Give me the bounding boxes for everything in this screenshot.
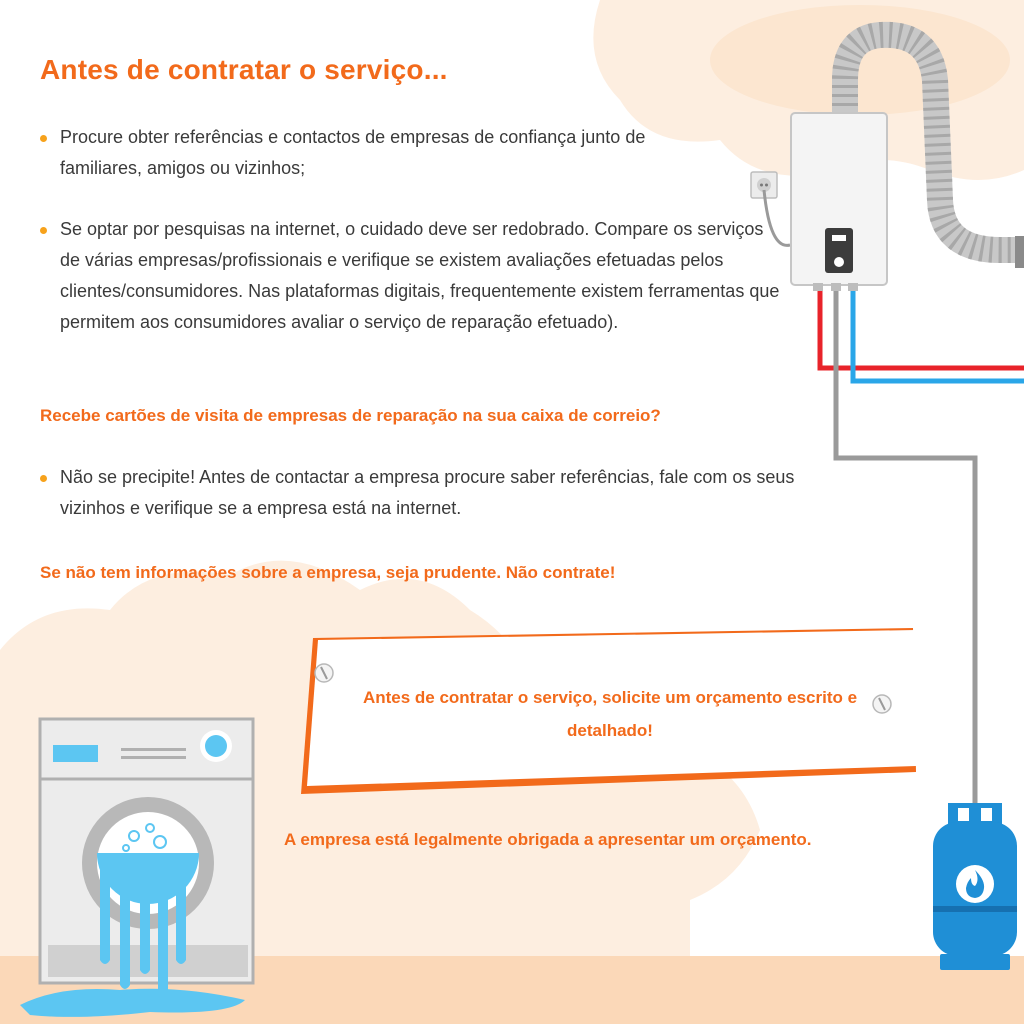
bullet-text: Não se precipite! Antes de contactar a empresa procure saber referências, fale com os seus vizinhos e verifique se a empresa está na internet. — [60, 467, 795, 518]
water-heater-icon — [791, 113, 887, 291]
bullet-text: Se optar por pesquisas na internet, o cuidado deve ser redobrado. Compare os serviços de várias empresas/profissionais e verifique se existem avaliações efetuadas pelos clientes/consumidores. Nas plataformas digitais, frequentemente existem ferramentas que permitem aos consumidores avaliar o serviço de reparação efetuado). — [60, 219, 780, 332]
note-text: Antes de contratar o serviço, solicite um orçamento escrito e detalhado! — [362, 688, 858, 740]
gas-cylinder-icon — [933, 803, 1017, 970]
flame-icon — [956, 865, 994, 903]
warning-text: Se não tem informações sobre a empresa, seja prudente. Não contrate! — [40, 563, 616, 582]
screw-icon — [315, 664, 333, 682]
legal-note: A empresa está legalmente obrigada a apresentar um orçamento. — [284, 830, 812, 849]
bullet-dot — [40, 135, 47, 142]
bullet-item-references — [40, 122, 680, 184]
washing-machine-icon — [20, 719, 253, 1017]
bullet-dot — [40, 227, 47, 234]
bullet-text: Procure obter referências e contactos de empresas de confiança junto de familiares, amigos ou vizinhos; — [60, 127, 646, 178]
bullet-item-precipite — [40, 462, 820, 524]
section-question: Recebe cartões de visita de empresas de reparação na sua caixa de correio? — [40, 406, 661, 425]
page-title: Antes de contratar o serviço... — [40, 54, 448, 85]
bullet-dot — [40, 475, 47, 482]
bullet-item-internet — [40, 214, 785, 338]
